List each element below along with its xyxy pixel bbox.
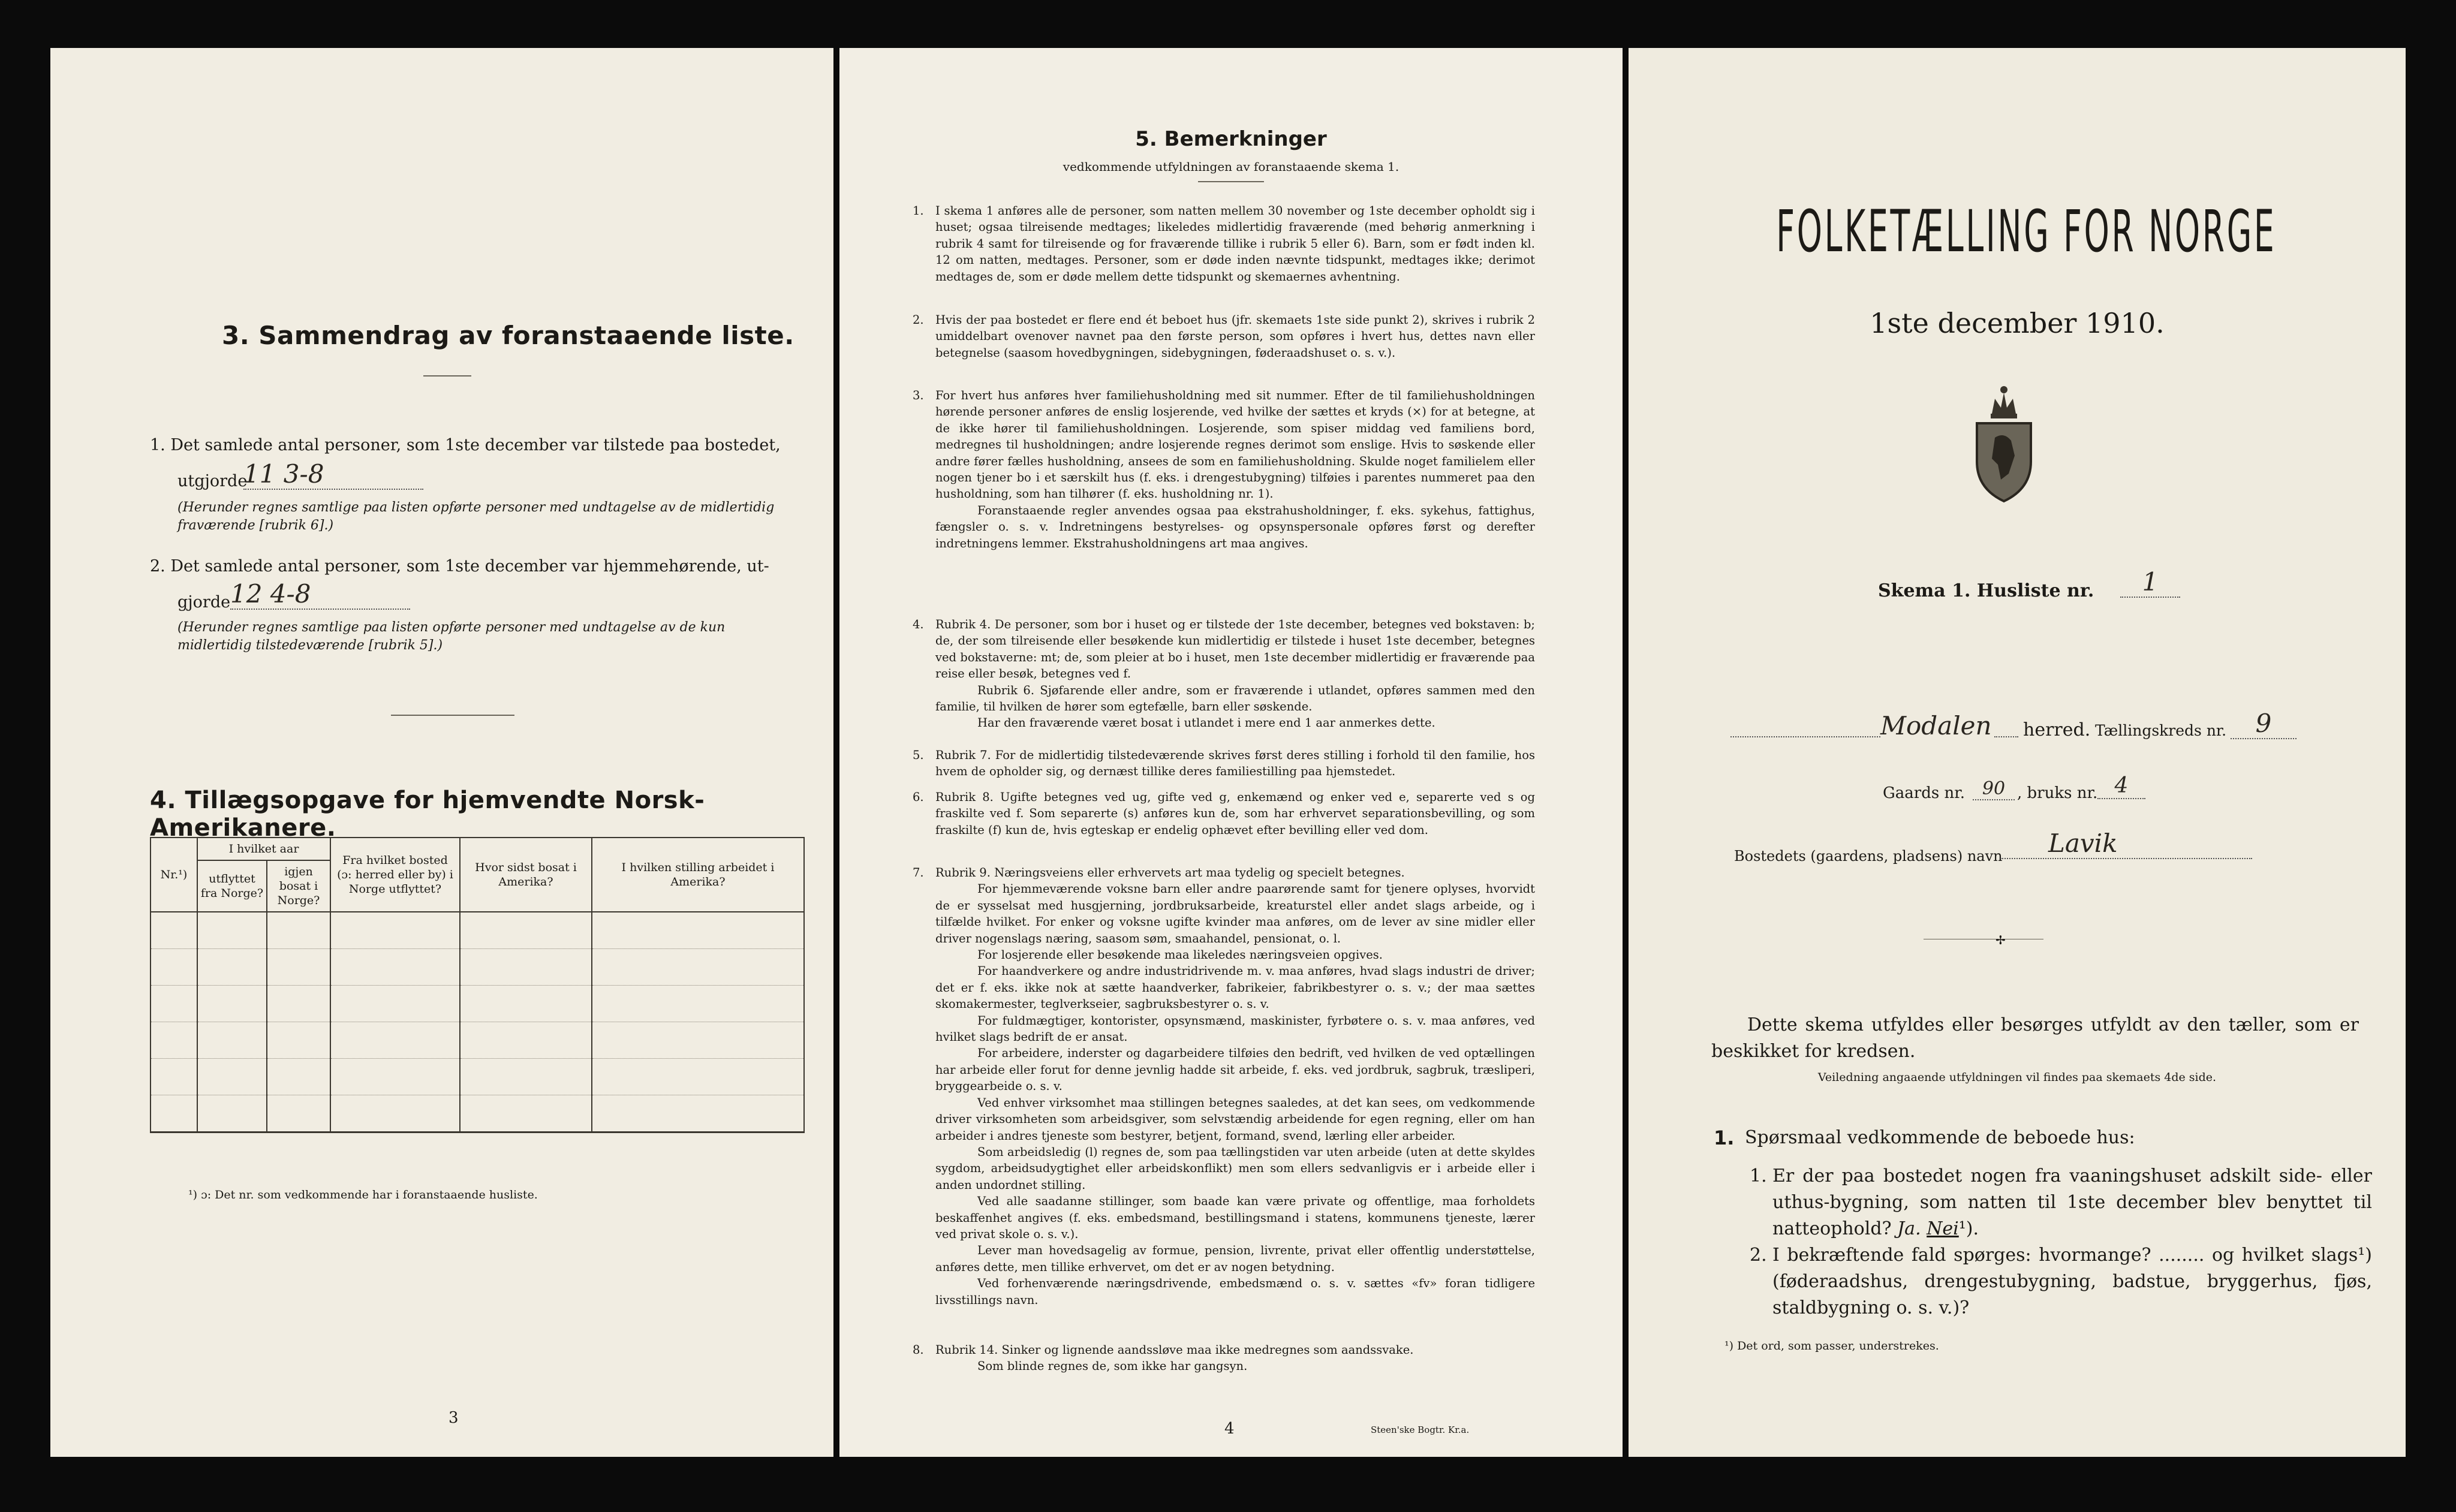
question-1: Er der paa bostedet nogen fra vaaningshuset adskilt side- eller uthus-bygning, som natten til 1ste december blev benyttet til natteophold? Ja. Nei¹). xyxy=(1772,1165,2372,1239)
norwegian-american-table xyxy=(150,837,805,1133)
section-4-title: 4. Tillægsopgave for hjemvendte Norsk-Amerikanere. xyxy=(150,787,705,842)
bosted-label: Bostedets (gaardens, pladsens) navn xyxy=(1734,848,2003,865)
remark-2: 2. Hvis der paa bostedet er flere end ét beboet hus (jfr. skemaets 1ste side punkt 2), skrives i rubrik 2 umiddelbart ovenover navnet paa den første person, som opføres i hvert hus, dettes navn eller betegnelse (saasom hovedbygningen, sidebygningen, føderaadshuset o. s. v.). xyxy=(913,313,1535,360)
footnote: ¹) Det ord, som passer, understrekes. xyxy=(1724,1339,1939,1353)
census-title: FOLKETÆLLING FOR NORGE xyxy=(1776,198,2277,265)
census-title-wrap xyxy=(1629,198,2406,265)
q1-num: 1. xyxy=(1750,1165,1767,1186)
remarks-title: 5. Bemerkninger xyxy=(1135,127,1327,151)
krets-label: Tællingskreds nr. xyxy=(2095,722,2227,739)
schema-label: Skema 1. Husliste nr. xyxy=(1878,580,2094,601)
table-row xyxy=(151,1022,804,1059)
gaards-label: Gaards nr. xyxy=(1883,784,1966,802)
gaards-value: 90 xyxy=(1973,778,2015,800)
page-middle xyxy=(839,48,1623,1457)
census-date: 1ste december 1910. xyxy=(1870,307,2165,339)
section-3-title: 3. Sammendrag av foranstaaende liste. xyxy=(222,321,794,350)
summary-item-1: 1. Det samlede antal personer, som 1ste december var tilstede paa bostedet, xyxy=(150,436,781,454)
page-right xyxy=(1629,48,2406,1457)
bruks-label: , bruks nr. xyxy=(2017,784,2098,802)
q-title-num: 1. xyxy=(1714,1127,1735,1149)
husliste-number: 1 xyxy=(2120,567,2180,598)
table-row xyxy=(151,1059,804,1095)
remark-6: 6. Rubrik 8. Ugifte betegnes ved ug, gifte ved g, enkemænd og enker ved e, separerte ved s og fraskilte ved f. Som separerte (s) anføres kun de, som har erhvervet separationsbevilling, og som fraskilte (f) kun de, hvis egteskap er endelig ophævet efter bevilling eller ved dom. xyxy=(913,790,1535,837)
divider xyxy=(423,375,471,377)
intro-text: Dette skema utfyldes eller besørges utfyldt av den tæller, som er beskikket for kredsen. xyxy=(1711,1014,2359,1062)
summary-item-1-note: (Herunder regnes samtlige paa listen opførte personer med undtagelse av de midlertidig fraværende [rubrik 6].) xyxy=(177,500,775,533)
table-row xyxy=(151,912,804,949)
remarks-subtitle: vedkommende utfyldningen av foranstaaende skema 1. xyxy=(1063,159,1399,174)
answer-nei: Nei xyxy=(1927,1218,1959,1239)
summary-item-2-note: (Herunder regnes samtlige paa listen opførte personer med undtagelse av de kun midlertidig tilstedeværende [rubrik 5].) xyxy=(177,620,726,653)
summary-item-2-label: gjorde xyxy=(177,593,231,612)
herred-value: Modalen xyxy=(1880,711,1992,740)
herred-label: herred. xyxy=(2023,719,2091,740)
summary-item-2-value: 12 4-8 xyxy=(230,579,410,610)
printer-imprint: Steen'ske Bogtr. Kr.a. xyxy=(1371,1424,1470,1435)
col-last-place: Hvor sidst bosat i Amerika? xyxy=(460,838,592,912)
norwegian-coat-of-arms-icon xyxy=(1968,384,2040,504)
divider xyxy=(391,715,514,716)
remark-1: 1. I skema 1 anføres alle de personer, som natten mellem 30 november og 1ste december opholdt sig i huset; ogsaa tilreisende medtages; likeledes midlertidig fraværende (med behørig anmerkning i rubrik 4 samt for tilreisende og for fraværende tillike i rubrik 5 eller 6). Barn, som er født inden kl. 12 om natten, medtages. Personer, som er døde inden nævnte tidspunkt, medtages ikke; derimot medtages de, som er døde mellem dette tidspunkt og skemaernes avhentning. xyxy=(913,204,1535,284)
table-footnote: ¹) ɔ: Det nr. som vedkommende har i foranstaaende husliste. xyxy=(188,1188,538,1201)
summary-item-1-value: 11 3-8 xyxy=(243,459,423,490)
remark-3: 3. For hvert hus anføres hver familiehusholdning med sit nummer. Efter de til familiehusholdningen hørende personer anføres de enslig losjerende, ved hvilke der sættes et kryds (×) for at betegne, at de ikke hører til familiehusholdningen. Losjerende, som spiser middag ved familiens bord, medregnes til husholdningen; andre losjerende regnes derimot som enslige. Hvis to søskende eller andre fører fælles husholdning, ansees de som en familiehusholdning. Skulde noget familielem eller nogen tjener bo i et særskilt hus (f. eks. i drengestubygning) tilføies i parentes nummeret paa den husholdning, som han tilhører (f. eks. husholdning nr. 1). Foranstaaende regler anvendes ogsaa paa ekstrahusholdninger, f. eks. sykehus, fattighus, fængsler o. s. v. Indretningens bestyrelses- og opsynspersonale opføres først og derefter indretningens lemmer. Ekstrahusholdningens art maa angives. xyxy=(913,388,1535,550)
remark-5: 5. Rubrik 7. For de midlertidig tilstedeværende skrives først deres stilling i forhold til den familie, hos hvem de opholder sig, og dernæst tillike deres familiestilling paa hjemstedet. xyxy=(913,748,1535,779)
q2-num: 2. xyxy=(1750,1245,1767,1266)
table-row xyxy=(151,1095,804,1133)
q-title: Spørsmaal vedkommende de beboede hus: xyxy=(1745,1127,2135,1148)
remark-4: 4. Rubrik 4. De personer, som bor i huset og er tilstede der 1ste december, betegnes ved bokstaven: b; de, der som tilreisende eller besøkende kun midlertidig er tilstede i huset 1ste december, betegnes ved bokstaverne: mt; de, som pleier at bo i huset, men 1ste december midlertidig er fraværende paa reise eller besøk, betegnes ved f. Rubrik 6. Sjøfarende eller andre, som er fraværende i utlandet, opføres sammen med den familie, til hvilken de hører som egtefælle, barn eller søskende. Har den fraværende været bosat i utlandet i mere end 1 aar anmerkes dette. xyxy=(913,618,1535,730)
col-nr: Nr.¹) xyxy=(151,838,197,912)
col-group-year: I hvilket aar xyxy=(197,838,330,860)
bruks-value: 4 xyxy=(2097,773,2145,799)
ornament-icon: ✢ xyxy=(1996,933,2006,947)
col-position: I hvilken stilling arbeidet i Amerika? xyxy=(592,838,804,912)
page-number: 3 xyxy=(449,1409,459,1427)
col-from-where: Fra hvilket bosted (ɔ: herred eller by) i Norge utflyttet? xyxy=(330,838,460,912)
divider xyxy=(1198,181,1264,182)
col-returned: igjen bosat i Norge? xyxy=(267,860,330,912)
guide-text: Veiledning angaaende utfyldningen vil findes paa skemaets 4de side. xyxy=(1817,1071,2217,1084)
question-2: I bekræftende fald spørges: hvormange? ........ og hvilket slags¹) (føderaadshus, drengestubygning, badstue, bryggerhus, fjøs, staldbygning o. s. v.)? xyxy=(1772,1245,2372,1318)
krets-value: 9 xyxy=(2231,709,2297,739)
summary-item-2: 2. Det samlede antal personer, som 1ste december var hjemmehørende, ut- xyxy=(150,557,769,576)
bosted-value: Lavik xyxy=(2000,829,2252,859)
page-number: 4 xyxy=(1224,1420,1235,1438)
table-row xyxy=(151,949,804,986)
col-emigrated: utflyttet fra Norge? xyxy=(197,860,267,912)
remark-7: 7. Rubrik 9. Næringsveiens eller erhvervets art maa tydelig og specielt betegnes. For hjemmeværende voksne barn eller andre paarørende samt for tjenere oplyses, hvorvidt de er sysselsat med husgjerning, jordbruksarbeide, kreaturstel eller andet slags arbeide, og i tilfælde hvilket. For enker og voksne ugifte kvinder maa anføres, om de lever av sine midler eller driver nogenslags næring, saasom søm, smaahandel, pensionat, o. l. For losjerende eller besøkende maa likeledes næringsveien opgives. For haandverkere og andre industridrivende m. v. maa anføres, hvad slags industri de driver; det er f. eks. ikke nok at sætte haandverker, fabrikeier, fabrikbestyrer o. s. v.; der maa sættes skomakermester, teglverkseier, sagbruksbestyrer o. s. v. For fuldmægtiger, kontorister, opsynsmænd, maskinister, fyrbøtere o. s. v. maa anføres, ved hvilket slags bedrift de er ansat. For arbeidere, inderster og dagarbeidere tilføies den bedrift, ved hvilken de ved optællingen har arbeide eller forut for denne jevnlig hadde sit arbeide, f. eks. ved jordbruk, sagbruk, træsliperi, bryggearbeide o. s. v. Ved enhver virksomhet maa stillingen betegnes saaledes, at det kan sees, om vedkommende driver virksomheten som arbeidsgiver, som selvstændig arbeidende for egen regning, eller om han arbeider i andres tjeneste som bestyrer, betjent, formand, svend, lærling eller arbeider. Som arbeidsledig (l) regnes de, som paa tællingstiden var uten arbeide (uten at dette skyldes sygdom, arbeidsudygtighet eller arbeidskonflikt) men som ellers sedvanligvis er i arbeide eller i anden undordnet stilling. Ved alle saadanne stillinger, som baade kan være private og offentlige, maa forholdets beskaffenhet angives (f. eks. embedsmand, bestillingsmand i statens, kommunens tjeneste, lærer ved privat skole o. s. v.). Lever man hovedsagelig av formue, pension, livrente, privat eller offentlig understøttelse, anføres dette, men tillike erhvervet, om det er av nogen betydning. Ved forhenværende næringsdrivende, embedsmænd o. s. v. sættes «fv» foran tidligere livsstillings navn. xyxy=(913,866,1535,1307)
remark-8: 8. Rubrik 14. Sinker og lignende aandssløve maa ikke medregnes som aandssvake. Som blinde regnes de, som ikke har gangsyn. xyxy=(913,1343,1414,1374)
summary-item-1-label: utgjorde xyxy=(177,472,248,490)
page-left xyxy=(50,48,833,1457)
table-row xyxy=(151,986,804,1022)
